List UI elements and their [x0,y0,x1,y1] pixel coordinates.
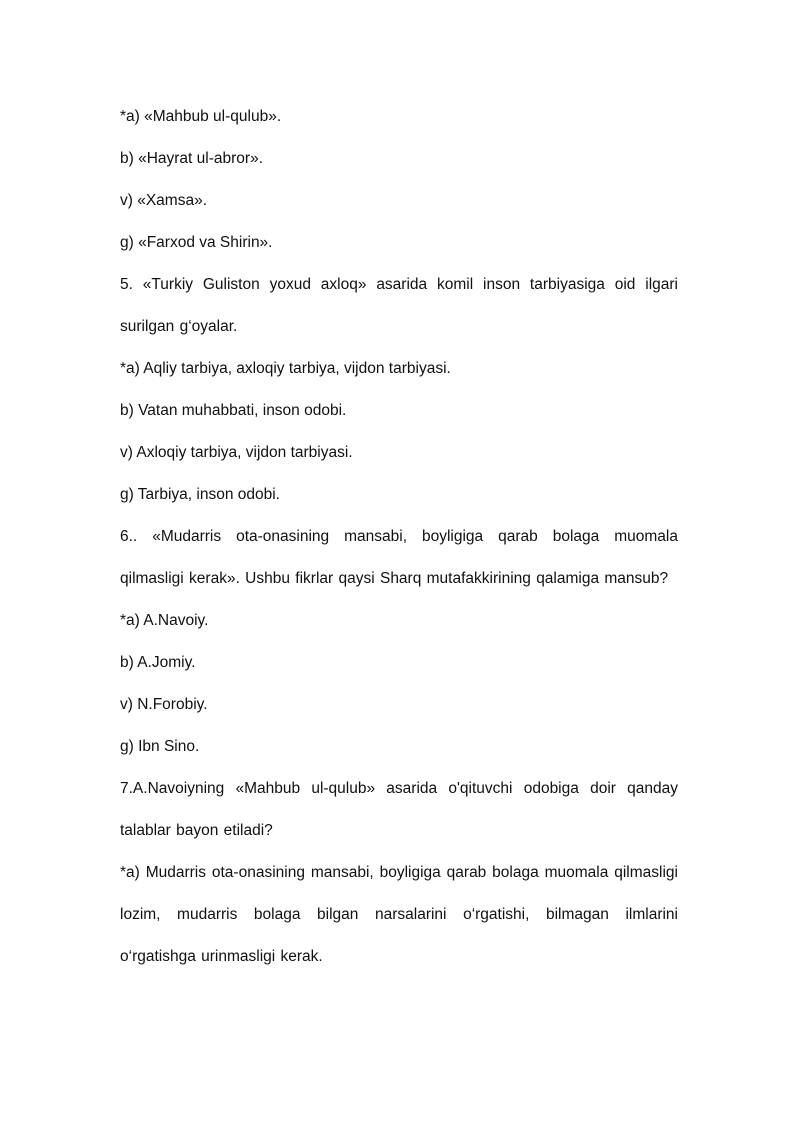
answer-4a: *a) «Mahbub ul-qulub». [120,108,282,125]
answer-4v: v) «Xamsa». [120,192,208,209]
answer-5b: b) Vatan muhabbati, inson odobi. [120,402,347,419]
question-7: 7.A.Navoiyning «Mahbub ul-qulub» asarida o'qituvchi odobiga doir qanday talablar bayon etiladi? [120,780,678,839]
answer-6v: v) N.Forobiy. [120,696,208,713]
answer-4g: g) «Farxod va Shirin». [120,234,273,251]
answer-5v: v) Axloqiy tarbiya, vijdon tarbiyasi. [120,444,353,461]
document-body [120,96,678,978]
answer-4b: b) «Hayrat ul-abror». [120,150,264,167]
question-5: 5. «Turkiy Guliston yoxud axloq» asarida komil inson tarbiyasiga oid ilgari surilgan g‘oyalar. [120,276,678,335]
answer-6g: g) Ibn Sino. [120,738,200,755]
answer-6a: *a) A.Navoiy. [120,612,209,629]
answer-5g: g) Tarbiya, inson odobi. [120,486,280,503]
question-6: 6.. «Mudarris ota-onasining mansabi, boyligiga qarab bolaga muomala qilmasligi kerak». Ushbu fikrlar qaysi Sharq mutafakkirining qalamiga mansub? [120,528,678,587]
answer-5a: *a) Aqliy tarbiya, axloqiy tarbiya, vijdon tarbiyasi. [120,360,451,377]
answer-6b: b) A.Jomiy. [120,654,196,671]
answer-7a: *a) Mudarris ota-onasining mansabi, boyligiga qarab bolaga muomala qilmasligi lozim, mudarris bolaga bilgan narsalarini o‘rgatishi, bilmagan ilmlarini o‘rgatishga urinmasligi kerak. [120,864,678,965]
